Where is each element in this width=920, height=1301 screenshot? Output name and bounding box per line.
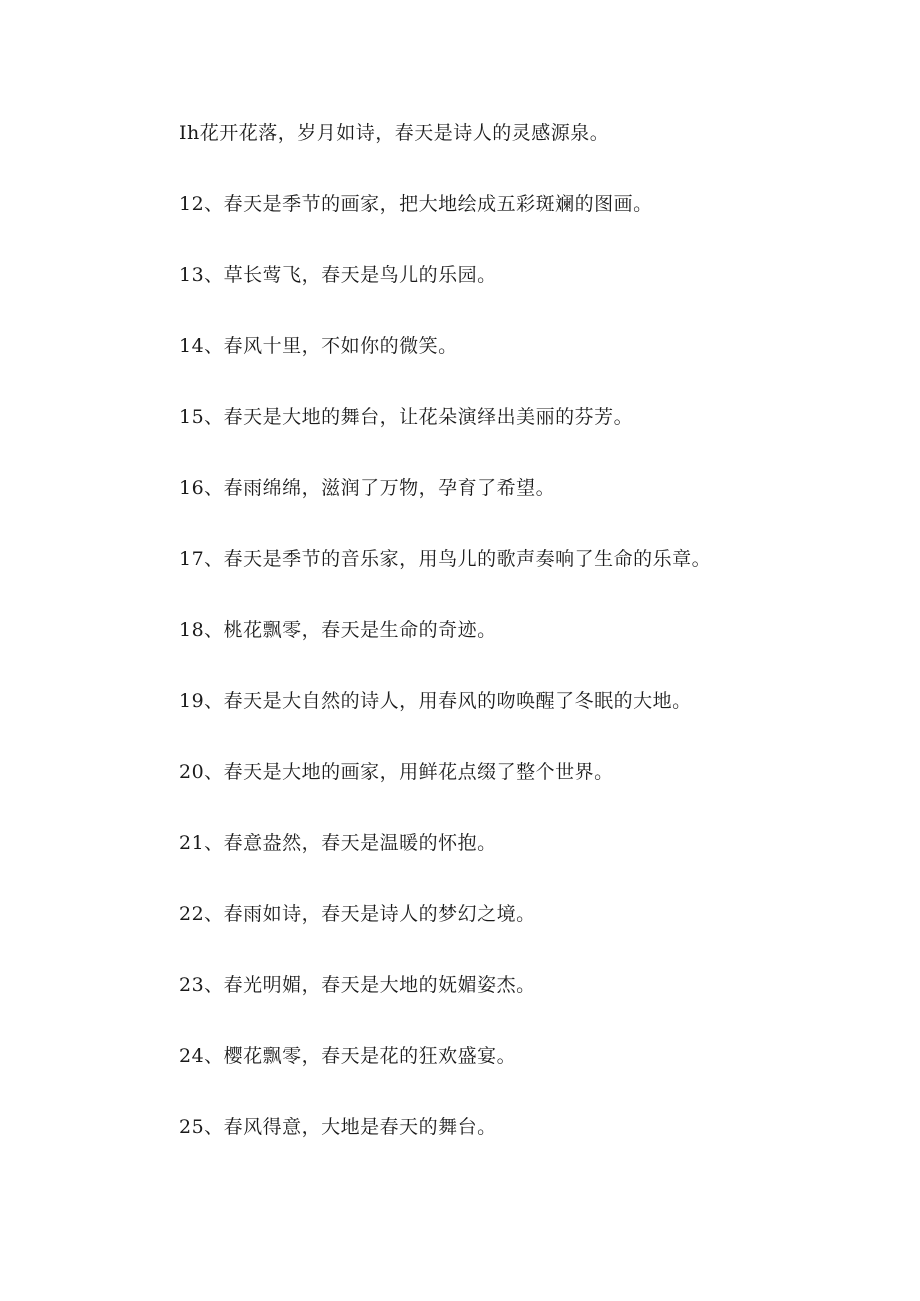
sentence-line: 12、春天是季节的画家，把大地绘成五彩斑斓的图画。 xyxy=(179,193,653,215)
sentence-line: 19、春天是大自然的诗人，用春风的吻唤醒了冬眠的大地。 xyxy=(179,690,692,712)
sentence-line: 24、樱花飘零，春天是花的狂欢盛宴。 xyxy=(179,1045,517,1067)
sentence-line: 22、春雨如诗，春天是诗人的梦幻之境。 xyxy=(179,903,536,925)
sentence-line: 17、春天是季节的音乐家，用鸟儿的歌声奏响了生命的乐章。 xyxy=(179,548,712,570)
sentence-line: 23、春光明媚，春天是大地的妩媚姿杰。 xyxy=(179,974,536,996)
sentence-line: 15、春天是大地的舞台，让花朵演绎出美丽的芬芳。 xyxy=(179,406,634,428)
sentence-line: 25、春风得意，大地是春天的舞台。 xyxy=(179,1116,497,1138)
sentence-line: 20、春天是大地的画家，用鲜花点缀了整个世界。 xyxy=(179,761,614,783)
sentence-line: 21、春意盎然，春天是温暖的怀抱。 xyxy=(179,832,497,854)
sentence-line: 16、春雨绵绵，滋润了万物，孕育了希望。 xyxy=(179,477,556,499)
sentence-line: 14、春风十里，不如你的微笑。 xyxy=(179,335,458,357)
sentence-list xyxy=(179,118,711,1183)
sentence-line: Ih花开花落，岁月如诗，春天是诗人的灵感源泉。 xyxy=(179,122,610,144)
sentence-line: 18、桃花飘零，春天是生命的奇迹。 xyxy=(179,619,497,641)
sentence-line: 13、草长莺飞，春天是鸟儿的乐园。 xyxy=(179,264,497,286)
